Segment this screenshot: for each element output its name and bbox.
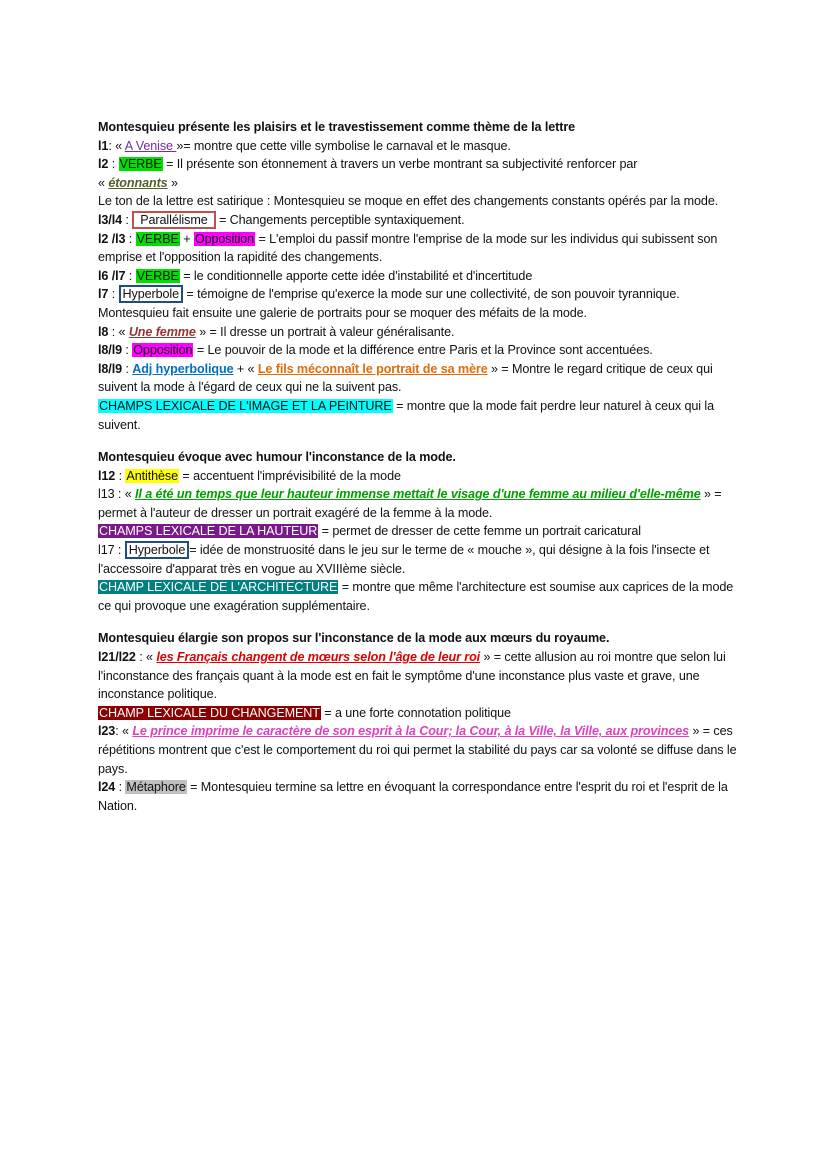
separator: :	[122, 212, 133, 227]
document-page	[98, 118, 738, 815]
text: = montre que la mode fait perdre leur naturel à ceux qui la suivent.	[98, 398, 714, 432]
line-ref: l24	[98, 780, 116, 795]
line-l23	[98, 722, 738, 778]
tag-hyperbole: Hyperbole	[125, 541, 190, 559]
gallery-paragraph: Montesquieu fait ensuite une galerie de portraits pour se moquer des méfaits de la mode.	[98, 305, 587, 320]
text: : «	[108, 138, 125, 153]
section-3-heading: Montesquieu élargie son propos sur l'inconstance de la mode aux mœurs du royaume.	[98, 631, 610, 646]
tone-paragraph: Le ton de la lettre est satirique : Montesquieu se moque en effet des changements constants opérés par la mode.	[98, 194, 719, 209]
text: » = ces répétitions montrent que c'est le comportement du roi qui permet la stabilité du pays car sa volonté se diffuse dans le pays.	[98, 724, 737, 776]
tag-hyperbole: Hyperbole	[119, 285, 184, 303]
separator: :	[114, 543, 125, 558]
line-ref: l17	[98, 543, 115, 558]
tag-champ-lexical: CHAMPS LEXICALE DE L'IMAGE ET LA PEINTURE	[99, 398, 392, 413]
text: = Le pouvoir de la mode et la différence entre Paris et la Province sont accentuées.	[193, 343, 653, 358]
section-gap	[98, 615, 738, 629]
text: : «	[114, 487, 136, 502]
text: = a une forte connotation politique	[320, 705, 511, 720]
text: + «	[233, 361, 258, 376]
line-l2-l3	[98, 230, 738, 267]
line-ref: l3/l4	[98, 212, 123, 227]
plus: +	[179, 231, 194, 246]
champ-architecture	[98, 578, 738, 615]
quote: Le fils méconnaît le portrait de sa mère	[257, 361, 488, 376]
separator: :	[115, 468, 126, 483]
line-ref: l13	[98, 487, 115, 502]
quote: Le prince imprime le caractère de son esprit à la Cour; la Cour, à la Ville, la Ville, aux provinces	[132, 724, 690, 739]
line-l7	[98, 285, 738, 304]
separator: :	[125, 231, 136, 246]
tag-verbe: VERBE	[119, 157, 162, 172]
tag-champ-lexical: CHAMP LEXICALE DU CHANGEMENT	[99, 705, 320, 720]
text: : «	[108, 324, 129, 339]
text: »= montre que cette ville symbolise le carnaval et le masque.	[176, 138, 511, 153]
text: = accentuent l'imprévisibilité de la mode	[179, 468, 401, 483]
line-ref: l1	[98, 138, 109, 153]
text: = Changements perceptible syntaxiquement.	[215, 212, 465, 227]
champ-image-peinture	[98, 397, 738, 434]
tag-opposition: Opposition	[194, 231, 255, 246]
text: » = cette allusion au roi montre que selon lui l'inconstance des français quant à la mode est en fait le symptôme d'une inconstance plus vaste et grave, une inconstance politique.	[98, 650, 726, 702]
tag-parallelisme: Parallélisme	[132, 211, 215, 229]
line-ref: l2	[98, 157, 109, 172]
text: » = permet à l'auteur de dresser un portrait exagéré de la femme à la mode.	[98, 487, 722, 520]
tag-opposition: Opposition	[133, 343, 193, 358]
line-l6-l7	[98, 267, 738, 286]
quote-close: »	[167, 175, 178, 190]
tag-adj-hyperbolique: Adj hyperbolique	[132, 361, 234, 376]
tag-verbe: VERBE	[136, 231, 179, 246]
separator: :	[108, 157, 119, 172]
section-1-heading: Montesquieu présente les plaisirs et le travestissement comme thème de la lettre	[98, 120, 576, 134]
text: = Il présente son étonnement à travers un verbe montrant sa subjectivité renforcer par	[162, 157, 638, 172]
text: : «	[115, 724, 133, 739]
quote: Il a été un temps que leur hauteur immense mettait le visage d'une femme au milieu d'elle-même	[135, 487, 701, 502]
quote: les Français changent de mœurs selon l'âge de leur roi	[156, 650, 481, 665]
section-2-heading: Montesquieu évoque avec humour l'inconstance de la mode.	[98, 450, 456, 465]
line-ref: l8	[98, 324, 109, 339]
text: = montre que même l'architecture est soumise aux caprices de la mode ce qui provoque une exagération supplémentaire.	[98, 580, 734, 613]
tag-metaphore: Métaphore	[126, 780, 186, 795]
tag-champ-lexical: CHAMP LEXICALE DE L'ARCHITECTURE	[99, 580, 338, 595]
line-ref: l8/l9	[98, 361, 123, 376]
separator: :	[108, 287, 119, 302]
text: = idée de monstruosité dans le jeu sur le terme de « mouche », qui désigne à la fois l'insecte et l'accessoire d'apparat très en vogue au XVIIIème siècle.	[98, 543, 710, 576]
text: » = Montre le regard critique de ceux qui suivent la mode à l'égard de ceux qui ne la suivent pas.	[98, 361, 713, 395]
separator: :	[125, 268, 136, 283]
champ-changement	[98, 704, 738, 723]
line-l8-l9-opposition	[98, 341, 738, 360]
line-l12	[98, 467, 738, 486]
line-l21-l22	[98, 648, 738, 704]
champ-hauteur	[98, 522, 738, 541]
quote: Une femme	[128, 324, 196, 339]
text: = permet de dresser de cette femme un portrait caricatural	[318, 524, 642, 539]
line-ref: l7	[98, 287, 109, 302]
text: = le conditionnelle apporte cette idée d'instabilité et d'incertitude	[179, 268, 533, 283]
separator: :	[115, 780, 126, 795]
line-ref: l6 /l7	[98, 268, 126, 283]
line-l13	[98, 485, 738, 522]
text: : «	[135, 650, 157, 665]
line-l1	[98, 137, 738, 156]
separator: :	[122, 361, 133, 376]
tag-antithese: Antithèse	[126, 468, 179, 483]
tag-verbe: VERBE	[136, 268, 179, 283]
quote-open: «	[98, 175, 109, 190]
text: » = Il dresse un portrait à valeur généralisante.	[195, 324, 455, 339]
line-l2	[98, 155, 738, 192]
line-ref: l8/l9	[98, 343, 123, 358]
text: = L'emploi du passif montre l'emprise de la mode sur les individus qui subissent son emprise et l'opposition la rapidité des changements.	[98, 231, 718, 265]
line-ref: l2 /l3	[98, 231, 126, 246]
line-ref: l12	[98, 468, 116, 483]
line-l17	[98, 541, 738, 578]
text: = témoigne de l'emprise qu'exerce la mode sur une collectivité, de son pouvoir tyrannique.	[183, 287, 680, 302]
tag-champ-lexical: CHAMPS LEXICALE DE LA HAUTEUR	[99, 524, 318, 539]
separator: :	[122, 343, 133, 358]
text: = Montesquieu termine sa lettre en évoquant la correspondance entre l'esprit du roi et l'esprit de la Nation.	[98, 780, 728, 813]
line-l24	[98, 778, 738, 815]
line-ref: l23	[98, 724, 116, 739]
line-l8	[98, 323, 738, 342]
quote-link[interactable]: A Venise	[124, 138, 177, 153]
section-gap	[98, 434, 738, 448]
line-l8-l9-adj	[98, 360, 738, 397]
line-l3-l4	[98, 211, 738, 230]
quote: étonnants	[108, 175, 168, 190]
line-ref: l21/l22	[98, 650, 136, 665]
